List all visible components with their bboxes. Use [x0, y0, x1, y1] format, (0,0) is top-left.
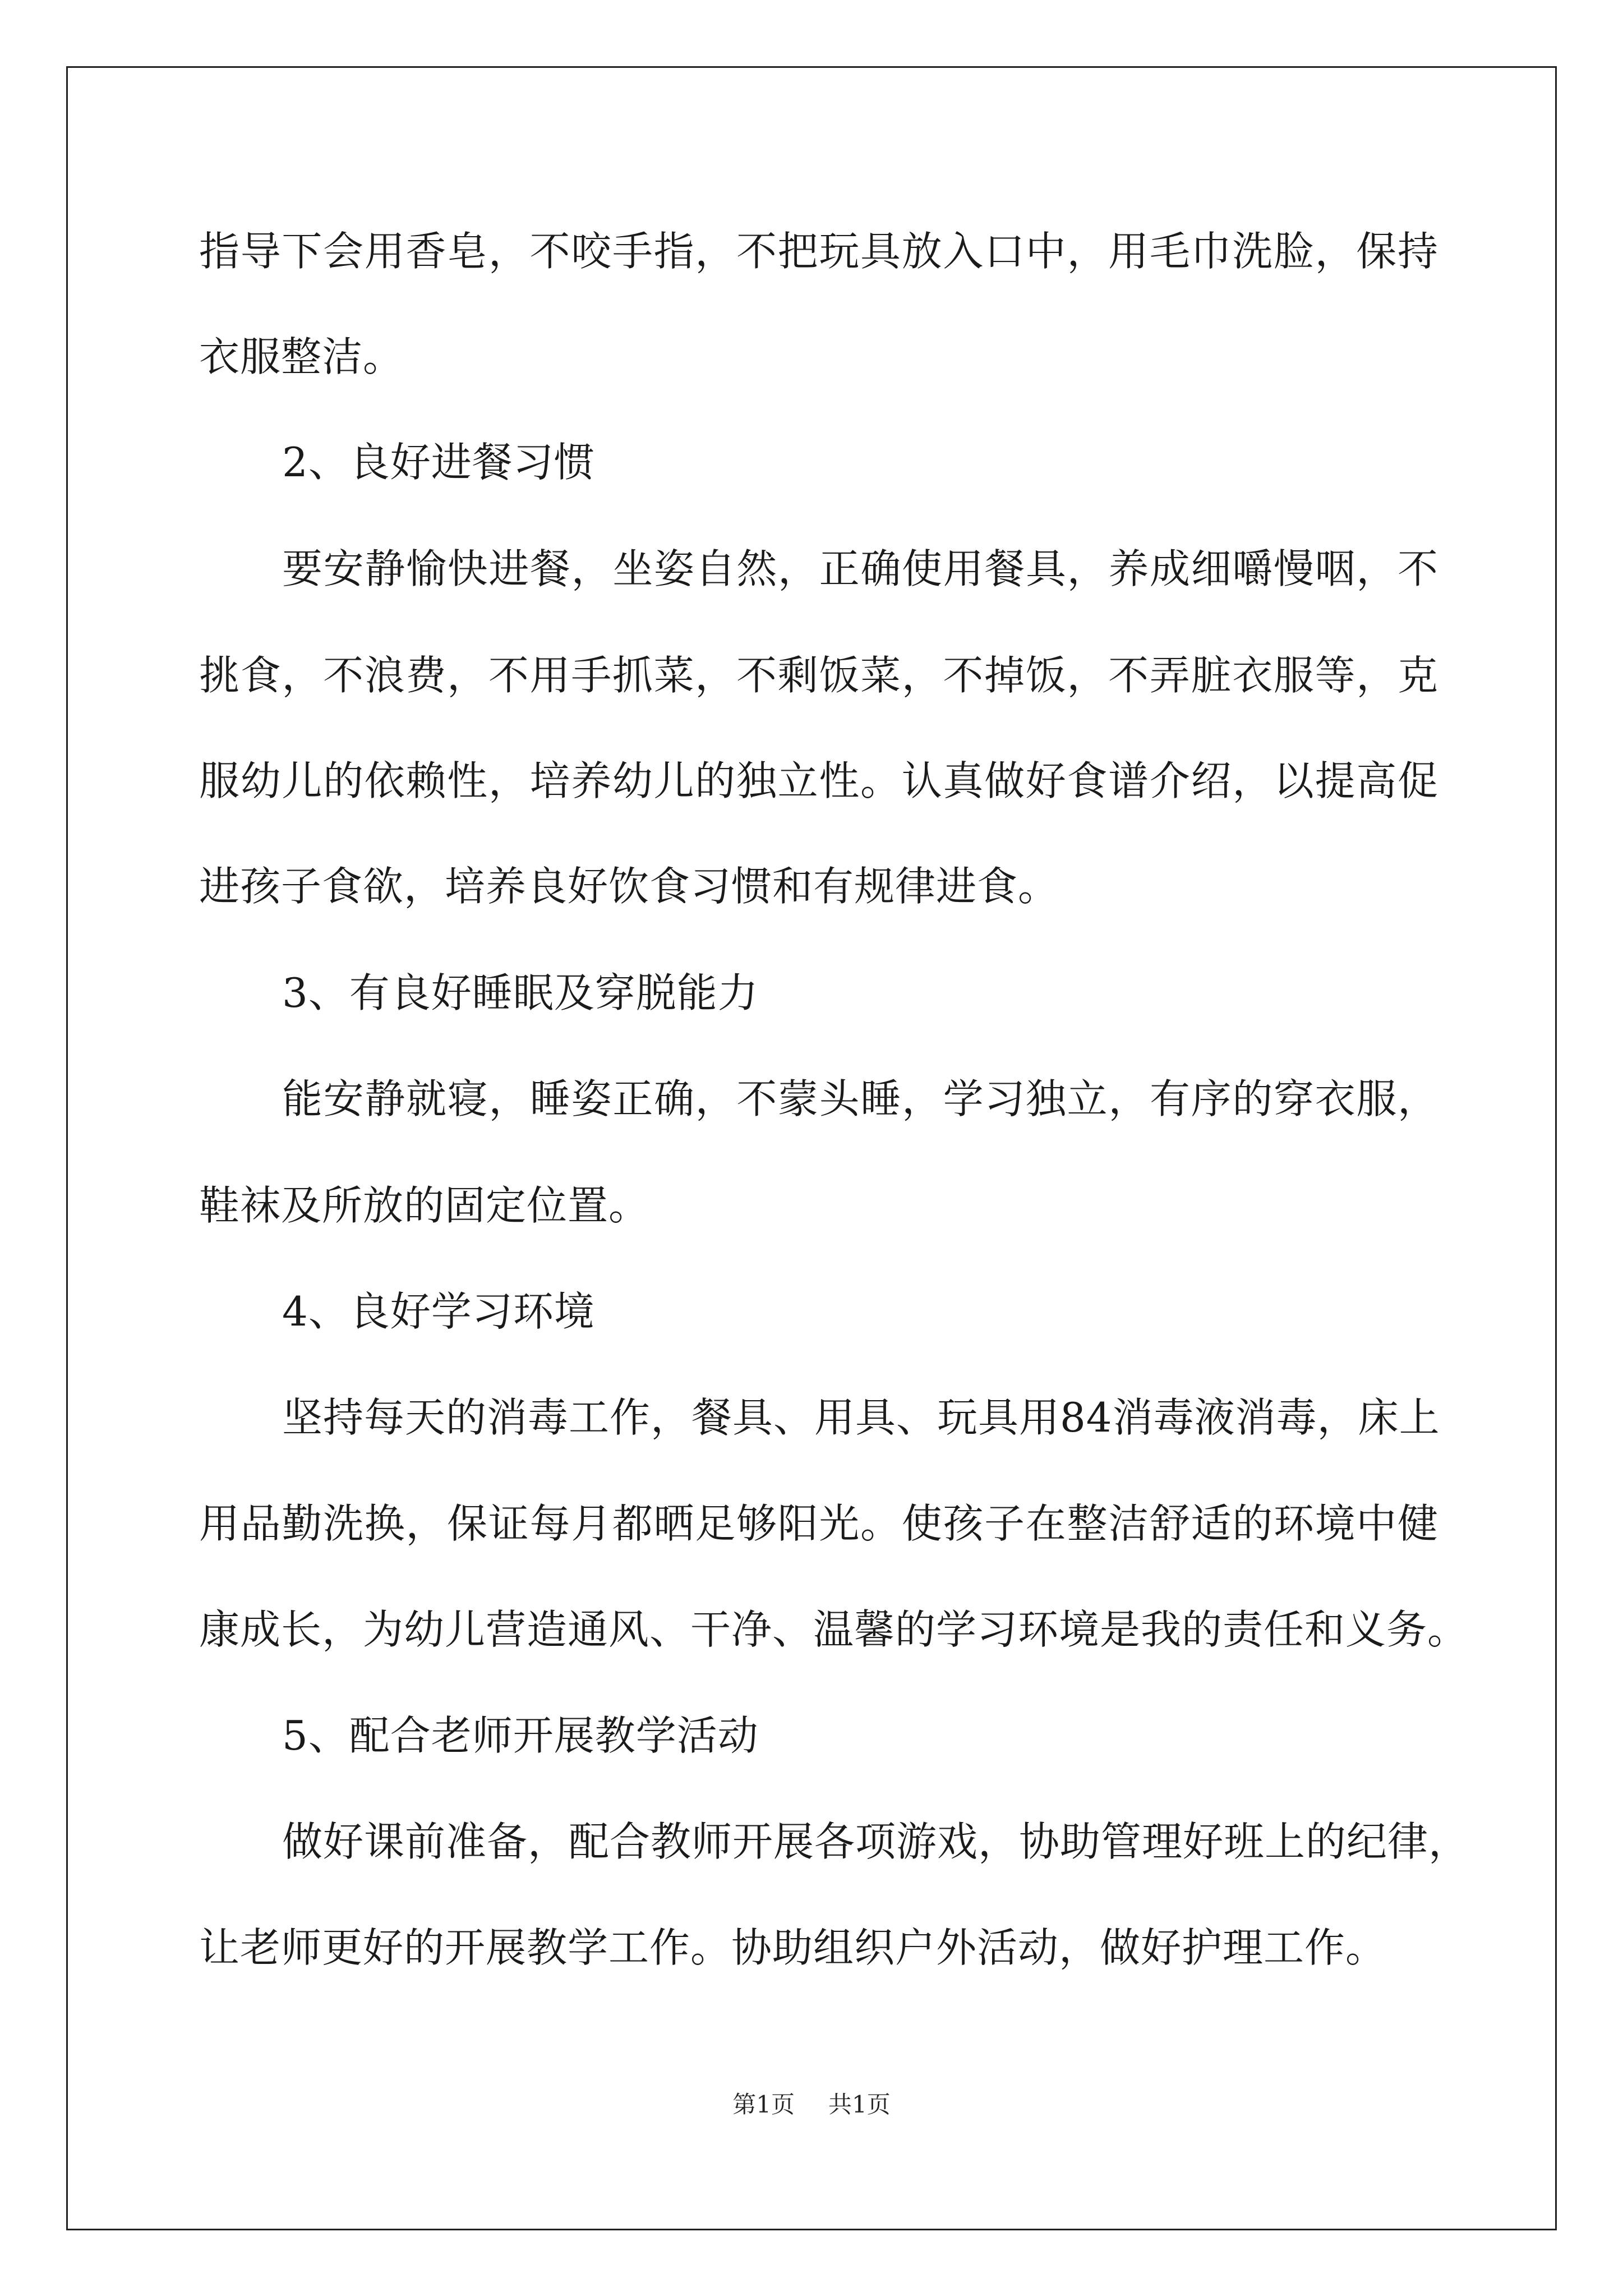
text-line: 鞋袜及所放的固定位置。 — [199, 1182, 650, 1229]
text-line: 进孩子食欲，培养良好饮食习惯和有规律进食。 — [199, 863, 1059, 910]
page-number-current: 第1页 — [732, 2091, 795, 2118]
text-line: 挑食，不浪费，不用手抓菜，不剩饭菜，不掉饭，不弄脏衣服等，克 — [199, 652, 1438, 699]
section-heading: 4、良好学习环境 — [282, 1288, 595, 1335]
section-heading: 5、配合老师开展教学活动 — [282, 1712, 759, 1759]
text-line: 要安静愉快进餐，坐姿自然，正确使用餐具，养成细嚼慢咽，不 — [282, 545, 1438, 592]
page-number-total: 共1页 — [828, 2091, 891, 2118]
section-heading: 2、良好进餐习惯 — [282, 439, 595, 486]
text-line: 衣服整洁。 — [199, 333, 404, 380]
text-line: 指导下会用香皂，不咬手指，不把玩具放入口中，用毛巾洗脸，保持 — [199, 228, 1438, 275]
text-line: 做好课前准备，配合教师开展各项游戏，协助管理好班上的纪律， — [282, 1818, 1470, 1865]
text-line: 坚持每天的消毒工作，餐具、用具、玩具用84消毒液消毒，床上 — [282, 1394, 1440, 1441]
page-border — [66, 66, 1557, 2230]
text-line: 让老师更好的开展教学工作。协助组织户外活动，做好护理工作。 — [199, 1924, 1387, 1971]
text-line: 服幼儿的依赖性，培养幼儿的独立性。认真做好食谱介绍，以提高促 — [199, 757, 1438, 804]
text-line: 能安静就寝，睡姿正确，不蒙头睡，学习独立，有序的穿衣服， — [282, 1075, 1438, 1122]
text-line: 康成长，为幼儿营造通风、干净、温馨的学习环境是我的责任和义务。 — [199, 1606, 1469, 1653]
page-footer — [0, 2088, 1623, 2122]
section-heading: 3、有良好睡眠及穿脱能力 — [282, 969, 759, 1016]
text-line: 用品勤洗换，保证每月都晒足够阳光。使孩子在整洁舒适的环境中健 — [199, 1500, 1438, 1547]
